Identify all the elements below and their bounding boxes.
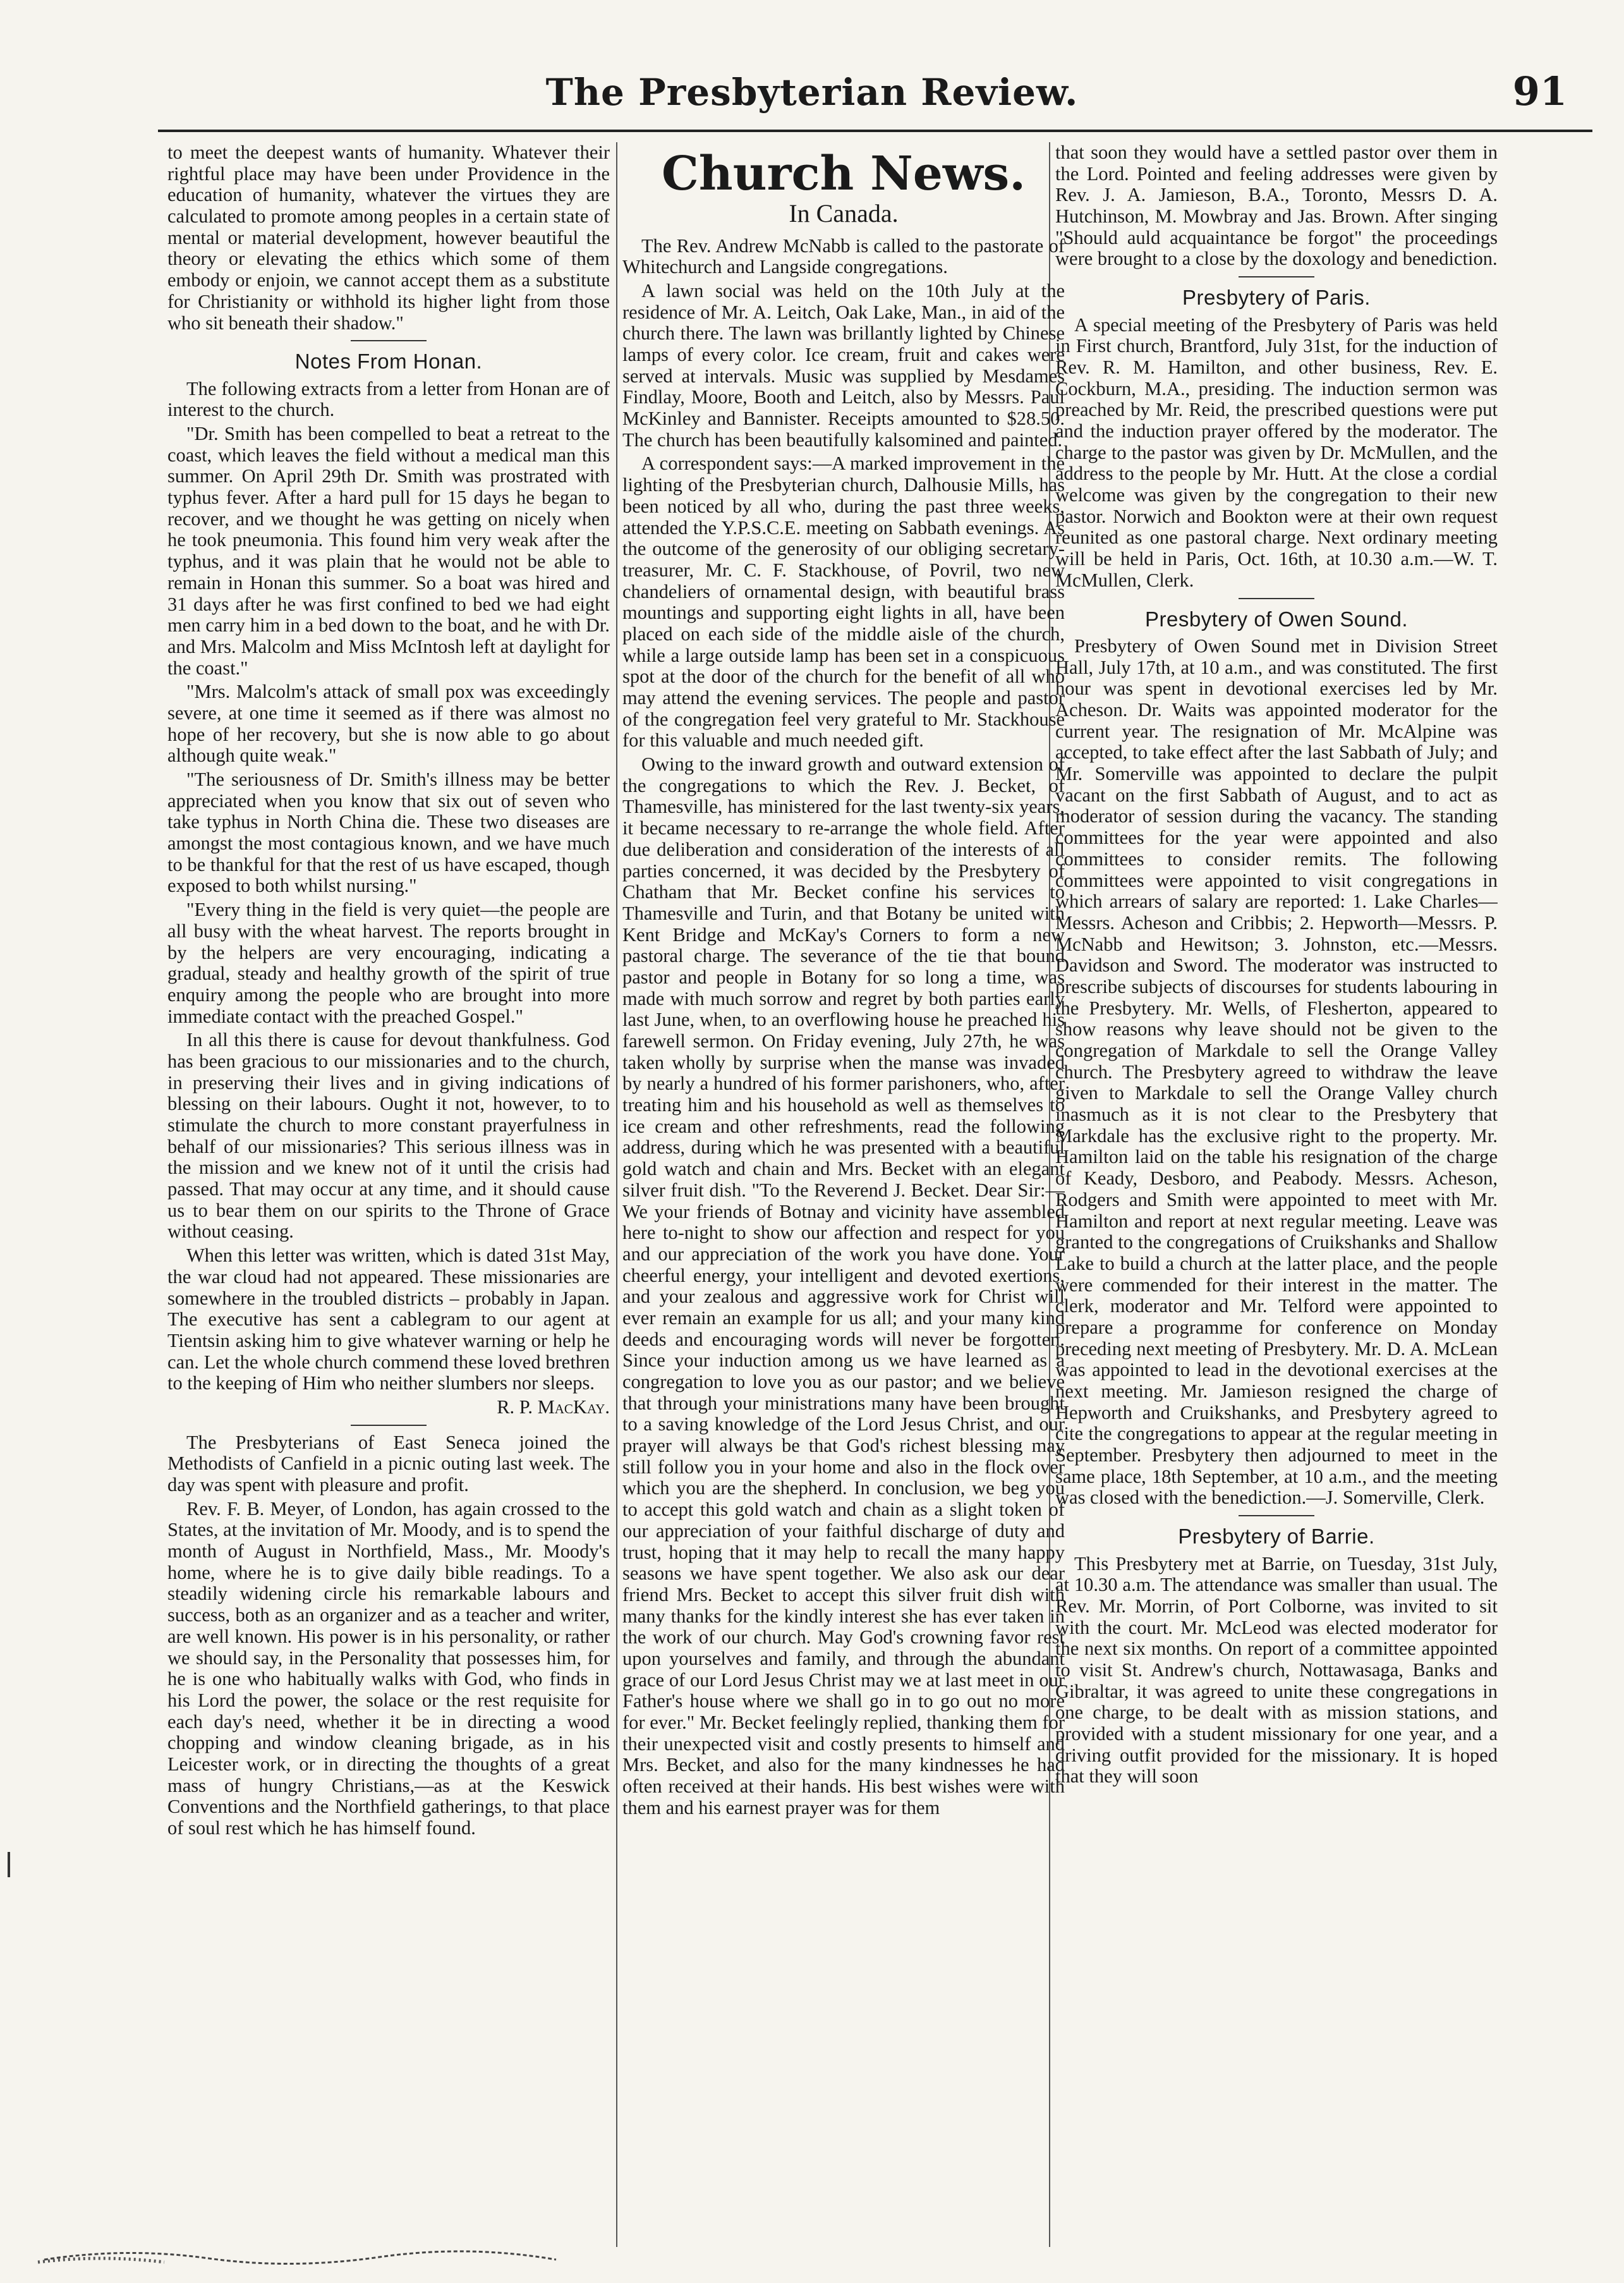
article-continuation: to meet the deepest wants of humanity. Whatever their rightful place may have been under Providence in the education of humanity, whatever the virtues they are calculated to promote among peoples in a certain state of mental or material development, however beautiful the theory or elevating the ethics which some of them embody or enjoin, we cannot accept them as a substitute for Christianity or withhold its higher light from those who sit beneath their shadow." — [167, 142, 610, 334]
paragraph: When this letter was written, which is dated 31st May, the war cloud had not appeared. These missionaries are somewhere in the troubled districts – probably in Japan. The executive has sent a cablegram to our agent at Tientsin asking him to give whatever warning or help he can. Let the whole church commend these loved brethren to the keeping of Him who neither slumbers nor sleeps. — [167, 1245, 610, 1394]
section-divider — [351, 1425, 427, 1426]
paragraph: A lawn social was held on the 10th July at the residence of Mr. A. Leitch, Oak Lake, Man., in aid of the church there. The lawn was brillantly lighted by Chinese lamps of every color. Ice cream, fruit and cakes were served at intervals. Music was supplied by Mesdames Findlay, Moore, Booth and Leitch, also by Messrs. Paul McKinley and Bannister. Receipts amounted to $28.50. The church has been beautifully kalsomined and painted. — [622, 279, 1065, 451]
paragraph: A correspondent says:—A marked improvement in the lighting of the Presbyterian church, Dalhousie Mills, has been noticed by all who, during the past three weeks, attended the Y.P.S.C.E. meeting on Sabbath evenings. As the outcome of the generosity of our obliging secretary-treasurer, Mr. C. F. Stackhouse, of Povril, two new chandeliers of ornamental design, with beautiful brass mountings and supporting eight lights in all, have been placed on each side of the middle aisle of the church, while a large outside lamp has been set in a conspicuous spot at the door of the church for the benefit of all who may attend the evening services. The people and pastor of the congregation feel very grateful to Mr. Stackhouse for this valuable and much needed gift. — [622, 453, 1065, 752]
section-title-church-news: Church News. — [662, 147, 1026, 201]
paragraph: "Mrs. Malcolm's attack of small pox was exceedingly severe, at one time it seemed as if there was almost no hope of her recovery, but she is now able to go about although quite weak." — [167, 681, 610, 767]
paragraph: The Rev. Andrew McNabb is called to the pastorate of Whitechurch and Langside congregations. — [622, 234, 1065, 278]
header-rule — [158, 130, 1592, 132]
column-2 — [622, 142, 1065, 2241]
paragraph: This Presbytery met at Barrie, on Tuesday, 31st July, at 10.30 a.m. The attendance was smaller than usual. The Rev. Mr. Morrin, of Port Colborne, was invited to sit with the court. Mr. McLeod was elected moderator for the next six months. On report of a committee appointed to visit St. Andrew's church, Nottawasaga, Banks and Gibraltar, it was agreed to unite these congregations in one charge, to be dealt with as mission stations, and provided with a student missionary for one year, and a driving outfit provided for the missionary. It is hoped that they will soon — [1055, 1552, 1498, 1787]
scan-artifact — [0, 2241, 569, 2266]
column-3 — [1055, 142, 1498, 2241]
section-subtitle: In Canada. — [789, 199, 899, 228]
paragraph: The following extracts from a letter from Honan are of interest to the church. — [167, 377, 610, 421]
scan-margin-mark — [8, 1852, 10, 1877]
section-divider — [1239, 598, 1314, 599]
paragraph: Owing to the inward growth and outward extension of the congregations to which the Rev. J. Becket, of Thamesville, has ministered for the last twenty-six years, it became necessary to re-arrange the whole field. After due deliberation and consideration of the interests of all parties concerned, it was decided by the Presbytery of Chatham that Mr. Becket confine his services to Thamesville and Turin, and that Botany be united with Kent Bridge and McKay's Corners to form a new pastoral charge. The severance of the tie that bound pastor and people in Botany for so long a time, was made with much sorrow and regret by both parties early last June, when, to an overflowing house he preached his farewell sermon. On Friday evening, July 27th, he was taken wholly by surprise when the manse was invaded by nearly a hundred of his former parishoners, who, after treating him and his household as well as themselves to ice cream and other refreshments, read the following address, during which he was presented with a beautiful gold watch and chain and Mrs. Becket with an elegant silver fruit dish. "To the Reverend J. Becket. Dear Sir:—We your friends of Botnay and vicinity have assembled here to-night to show our affection and respect for you and our appreciation of the work you have done. Your cheerful energy, your intelligent and devoted exertions, and your zealous and aggressive work for Christ will ever remain an example for us all; and your many kind deeds and encouraging words will never be forgotten. Since your induction among us we have learned as a congregation to love you as our pastor; and we believe that through your ministrations many have been brought to a saving knowledge of the Lord Jesus Christ, and our prayer will always be that God's richest blessing may still follow you in your home and also in the flock over which you are the shepherd. In conclusion, we beg you to accept this gold watch and chain as a slight token of our appreciation of your faithful discharge of duty and trust, hoping that it may help to recall the many happy seasons we have spent together. We also ask our dear friend Mrs. Becket to accept this silver fruit dish with many thanks for the kindly interest she has ever taken in the work of our church. May God's crowning favor rest upon yourselves and family, and through the abundant grace of our Lord Jesus Christ may we at last meet in our Father's house where we shall go in to go out no more for ever." Mr. Becket feelingly replied, thanking them for their unexpected visit and costly presents to himself and Mrs. Becket, and also for the many kindnesses he had often received at their hands. His best wishes were with them and his earnest prayer was for them — [622, 753, 1065, 1818]
paragraph: that soon they would have a settled pastor over them in the Lord. Pointed and feeling addresses were given by Rev. J. A. Jamieson, B.A., Toronto, Messrs D. A. Hutchinson, M. Mowbray and Jas. Brown. After singing "Should auld acquaintance be forgot" the proceedings were brought to a close by the doxology and benediction. — [1055, 142, 1498, 270]
section-divider — [351, 340, 427, 341]
paragraph: A special meeting of the Presbytery of Paris was held in First church, Brantford, July 31st, for the induction of Rev. R. M. Hamilton, and other business, Rev. E. Cockburn, M.A., presiding. The induction sermon was preached by Mr. Reid, the prescribed questions were put and the induction prayer offered by the moderator. The charge to the pastor was given by Dr. McMullen, and the address to the people by Mr. Hutt. At the close a cordial welcome was given by the congregation to their new pastor. Norwich and Bookton were at their own request reunited as one pastoral charge. Next ordinary meeting will be held in Paris, Oct. 16th, at 10.30 a.m.—W. T. McMullen, Clerk. — [1055, 314, 1498, 591]
signature: R. P. MacKay. — [497, 1396, 610, 1418]
column-separator — [616, 142, 617, 2247]
section-divider — [1239, 1515, 1314, 1516]
section-heading-barrie: Presbytery of Barrie. — [1178, 1525, 1375, 1549]
paragraph: Presbytery of Owen Sound met in Division Street Hall, July 17th, at 10 a.m., and was constituted. The first hour was spent in devotional exercises led by Mr. Acheson. Dr. Waits was appointed moderator for the current year. The resignation of Mr. McAlpine was accepted, to take effect after the last Sabbath of July; and Mr. Somerville was appointed to declare the pulpit vacant on the first Sabbath of August, and to act as moderator of session during the vacancy. The standing committees for the year were appointed and also committees to consider remits. The following committees were appointed to visit congregations in which arrears of salary are reported: 1. Lake Charles—Messrs. Acheson and Cribbis; 2. Hepworth—Messrs. P. McNabb and Hewitson; 3. Johnston, etc.—Messrs. Davidson and Sword. The moderator was instructed to prescribe subjects of discourses for students labouring in the Presbytery. Mr. Wells, of Flesherton, appeared to show reasons why leave should not be given to the congregation of Markdale to sell the Orange Valley church. The Presbytery agreed to withdraw the leave given to Markdale to sell the Orange Valley church inasmuch as it is not clear to the Presbytery that Markdale has the exclusive right to the property. Mr. Hamilton laid on the table his resignation of the charge of Keady, Desboro, and Peabody. Messrs. Acheson, Rodgers and Smith were appointed to meet with Mr. Hamilton and report at next regular meeting. Leave was granted to the congregations of Cruikshanks and Shallow Lake to build a church at the latter place, and the people were commended for their interest in the matter. The clerk, moderator and Mr. Telford were appointed to prepare a programme for conference on Monday preceding next meeting of Presbytery. Mr. D. A. McLean was appointed to lead in the devotional exercises at the next meeting. Mr. Jamieson resigned the charge of Hepworth and Cruikshanks, and Presbytery agreed to cite the congregations to appear at the regular meeting in September. Presbytery then adjourned to meet in the same place, 18th September, at 10 a.m., and the meeting was closed with the benediction.—J. Somerville, Clerk. — [1055, 635, 1498, 1509]
paragraph: In all this there is cause for devout thankfulness. God has been gracious to our missionaries and to the church, in preserving their lives and in giving indications of blessing on their labours. Ought it not, however, to to stimulate the church to more constant prayerfulness in behalf of our missionaries? This serious illness was in the mission and we knew not of it until the crisis had passed. That may occur at any time, and it should cause us to bear them on our spirits to the Throne of Grace without ceasing. — [167, 1029, 610, 1243]
paragraph: The Presbyterians of East Seneca joined the Methodists of Canfield in a picnic outing last week. The day was spent with pleasure and profit. — [167, 1431, 610, 1496]
masthead-title: The Presbyterian Review. — [545, 71, 1079, 114]
paragraph: Rev. F. B. Meyer, of London, has again crossed to the States, at the invitation of Mr. Moody, and is to spend the month of August in Northfield, Mass., Mr. Moody's home, where he is to give daily bible readings. To a steadily widening circle his remarkable labours and success, both as an organizer and as a teacher and writer, are well known. His power is in his personality, or rather we should say, in the Personality that possesses him, for he is one who habitually walks with God, who finds in his Lord the power, the solace or the rest requisite for each day's need, whether it be in directing a wood chopping and window cleaning brigade, as in his Leicester work, or in directing the thoughts of a great mass of hungry Christians,—as at the Keswick Conventions and the Northfield gatherings, to that place of soul rest which he has himself found. — [167, 1497, 610, 1839]
paragraph: "Dr. Smith has been compelled to beat a retreat to the coast, which leaves the field without a medical man this summer. On April 29th Dr. Smith was prostrated with typhus fever. After a hard pull for 15 days he began to recover, and we thought he was getting on nicely when he took pneumonia. This found him very weak after the typhus, and it was plain that he would not be able to remain in Honan this summer. So a boat was hired and 31 days after he was first confined to bed we had eight men carry him in a bed down to the boat, and he with Dr. and Mrs. Malcolm and Miss McIntosh left at daylight for the coast." — [167, 423, 610, 679]
paragraph: "The seriousness of Dr. Smith's illness may be better appreciated when you know that six out of seven who take typhus in North China die. These two diseases are amongst the most contagious known, and we have much to be thankful for that the rest of us have escaped, though exposed to both whilst nursing." — [167, 769, 610, 897]
paragraph: "Every thing in the field is very quiet—the people are all busy with the wheat harvest. The reports brought in by the helpers are very encouraging, indicating a gradual, steady and healthy growth of the spirit of true enquiry among the people who are brought into more immediate contact with the preached Gospel." — [167, 899, 610, 1027]
page-number: 91 — [1512, 68, 1567, 114]
column-1 — [167, 142, 610, 2241]
section-heading-honan: Notes From Honan. — [294, 350, 483, 374]
section-divider — [1239, 276, 1314, 277]
section-heading-owen-sound: Presbytery of Owen Sound. — [1144, 607, 1409, 631]
section-heading-paris: Presbytery of Paris. — [1182, 286, 1371, 310]
